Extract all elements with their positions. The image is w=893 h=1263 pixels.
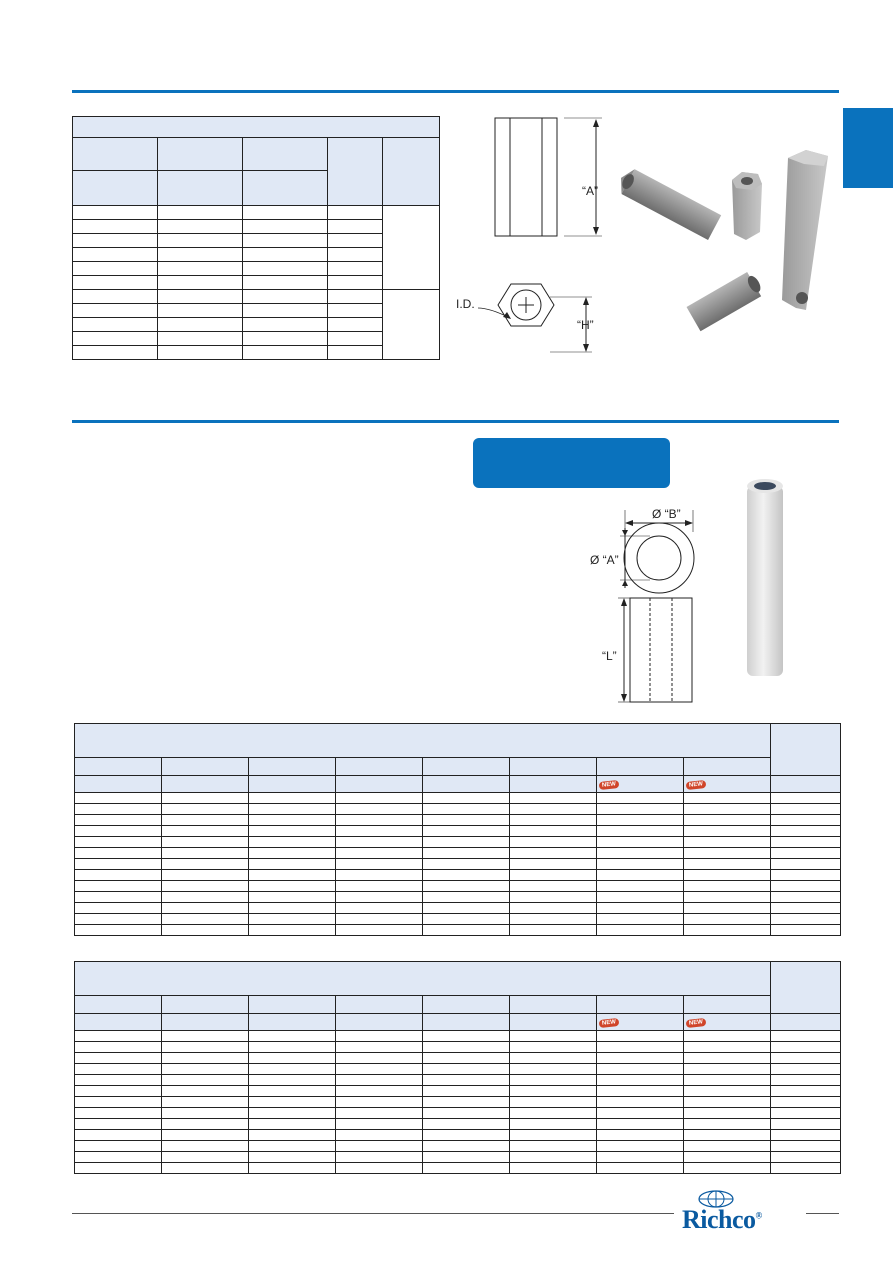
table-row	[75, 1119, 841, 1130]
header-cell	[73, 138, 158, 171]
label-a-round: Ø “A”	[590, 553, 619, 567]
table-row	[75, 925, 841, 936]
header-cell	[771, 962, 841, 1014]
round-spacer-table-2	[74, 961, 841, 1174]
table-row	[75, 1141, 841, 1152]
table-row	[75, 870, 841, 881]
group-cell	[383, 206, 440, 290]
header-cell	[243, 138, 328, 171]
header-cell	[243, 171, 328, 206]
table-row	[73, 206, 440, 220]
table-title-cell	[75, 962, 771, 996]
table-row	[75, 1053, 841, 1064]
table-row	[75, 1075, 841, 1086]
round-spacer-diagram	[580, 500, 710, 710]
table-row	[75, 804, 841, 815]
table-row	[75, 793, 841, 804]
table-row	[75, 1130, 841, 1141]
label-b: Ø “B”	[652, 507, 681, 521]
table-row	[75, 892, 841, 903]
table-row	[75, 1031, 841, 1042]
new-badge: NEW	[686, 780, 707, 790]
table-row	[75, 815, 841, 826]
table-row	[75, 914, 841, 925]
table-row	[75, 826, 841, 837]
brand-logo	[682, 1205, 762, 1235]
header-cell	[383, 138, 440, 206]
table-title-cell	[75, 724, 771, 758]
hex-spacer-photo	[610, 140, 840, 340]
table-row	[75, 1042, 841, 1053]
label-a: “A”	[582, 184, 598, 198]
table-row	[75, 837, 841, 848]
table-row	[75, 881, 841, 892]
table-row	[75, 903, 841, 914]
table-row	[75, 1163, 841, 1174]
header-cell	[73, 171, 158, 206]
section-side-tab	[843, 108, 893, 188]
new-badge: NEW	[599, 1018, 620, 1028]
table-title-cell	[73, 117, 440, 138]
table-row	[75, 1086, 841, 1097]
section-rule-top	[72, 90, 839, 93]
label-h: “H”	[577, 318, 594, 332]
table-row	[75, 1152, 841, 1163]
group-cell	[383, 290, 440, 360]
new-badge: NEW	[599, 780, 620, 790]
round-spacer-photo	[735, 472, 795, 682]
round-spacer-table-1	[74, 723, 841, 936]
section-tab	[473, 438, 670, 488]
table-row	[75, 859, 841, 870]
footer-rule-right	[806, 1213, 839, 1214]
hex-spacer-table	[72, 116, 440, 360]
header-cell	[158, 138, 243, 171]
new-badge: NEW	[686, 1018, 707, 1028]
table-row	[75, 1097, 841, 1108]
footer-rule-left	[72, 1213, 674, 1214]
section-rule-middle	[72, 420, 839, 423]
table-row	[75, 1064, 841, 1075]
registered-mark: ®	[755, 1210, 762, 1221]
hex-spacer-diagram	[450, 110, 610, 360]
header-cell	[771, 724, 841, 776]
header-cell	[158, 171, 243, 206]
table-row	[73, 290, 440, 304]
label-id: I.D.	[456, 297, 475, 311]
table-row	[75, 848, 841, 859]
header-cell	[328, 138, 383, 206]
table-row	[75, 1108, 841, 1119]
label-l: “L”	[602, 649, 617, 663]
brand-logo-text: Richco	[682, 1205, 756, 1234]
